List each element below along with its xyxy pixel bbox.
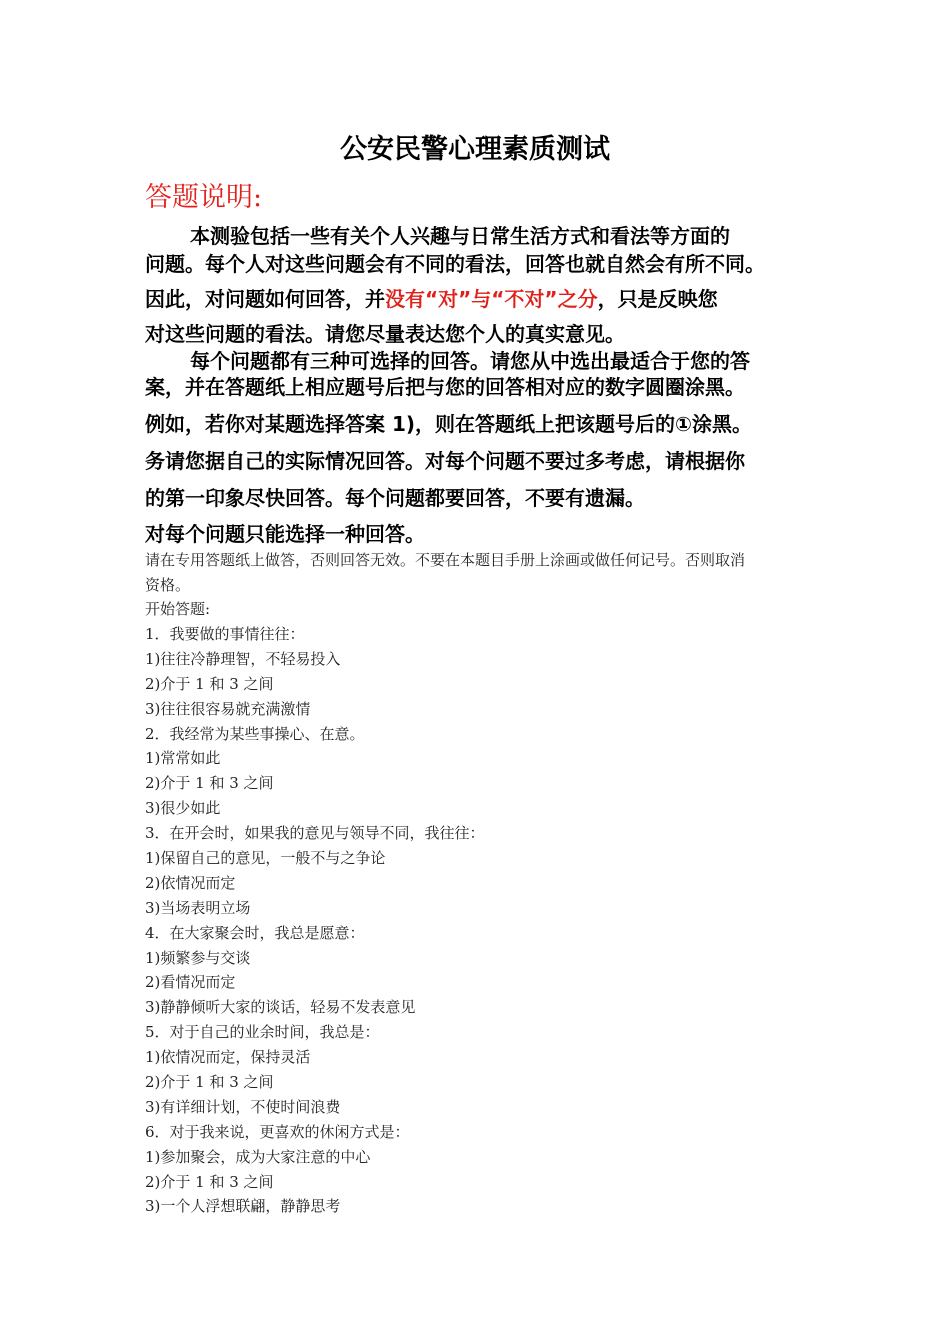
answer-option: 2)看情况而定 [145, 973, 236, 992]
answer-option: 3)当场表明立场 [145, 898, 251, 917]
question-text: 1．我要做的事情往往： [145, 625, 305, 643]
question-text: 6．对于我来说，更喜欢的休闲方式是： [145, 1122, 410, 1141]
answer-option: 2)依情况而定 [145, 873, 236, 892]
question-text: 5．对于自己的业余时间，我总是： [145, 1023, 380, 1042]
answer-option: 1)频繁参与交谈 [145, 948, 251, 967]
notice-line: 资格。 [145, 576, 191, 594]
answer-option: 3)往往很容易就充满激情 [145, 699, 311, 718]
answer-option: 2)介于 1 和 3 之间 [145, 774, 274, 793]
answer-option: 1)往往冷静理智，不轻易投入 [145, 649, 341, 668]
start-label: 开始答题: [145, 600, 211, 618]
answer-option: 1)参加聚会，成为大家注意的中心 [145, 1147, 371, 1166]
intro-text: 因此，对问题如何回答，并 [145, 287, 385, 311]
answer-option: 1)常常如此 [145, 749, 221, 768]
answer-option: 1)依情况而定，保持灵活 [145, 1048, 311, 1067]
answer-option: 3)静静倾听大家的谈话，轻易不发表意见 [145, 998, 416, 1017]
intro-line: 的第一印象尽快回答。每个问题都要回答，不要有遗漏。 [145, 486, 645, 510]
answer-option: 2)介于 1 和 3 之间 [145, 1073, 274, 1092]
question-text: 4．在大家聚会时，我总是愿意： [145, 923, 365, 942]
answer-option: 2)介于 1 和 3 之间 [145, 674, 274, 693]
intro-text: ，只是反映您 [597, 287, 718, 311]
question-text: 3．在开会时，如果我的意见与领导不同，我往往： [145, 824, 485, 843]
intro-line: 本测验包括一些有关个人兴趣与日常生活方式和看法等方面的 [190, 224, 730, 248]
intro-line: 案，并在答题纸上相应题号后把与您的回答相对应的数字圆圈涂黑。 [145, 375, 745, 399]
document-title: 公安民警心理素质测试 [340, 134, 610, 165]
intro-line: 务请您据自己的实际情况回答。对每个问题不要过多考虑，请根据你 [145, 449, 745, 473]
intro-line: 每个问题都有三种可选择的回答。请您从中选出最适合于您的答 [190, 349, 750, 373]
emphasis-text: 没有“对”与“不对”之分 [385, 287, 598, 311]
intro-line: 对每个问题只能选择一种回答。 [145, 522, 425, 546]
question-text: 2．我经常为某些事操心、在意。 [145, 724, 365, 743]
notice-line: 请在专用答题纸上做答，否则回答无效。不要在本题目手册上涂画或做任何记号。否则取消 [145, 551, 746, 569]
intro-line: 对这些问题的看法。请您尽量表达您个人的真实意见。 [145, 322, 625, 346]
answer-option: 3)很少如此 [145, 799, 221, 818]
instructions-heading: 答题说明: [145, 182, 263, 213]
answer-option: 3)一个人浮想联翩，静静思考 [145, 1197, 341, 1216]
answer-option: 3)有详细计划，不使时间浪费 [145, 1097, 341, 1116]
question-list [145, 622, 485, 1219]
intro-line: 问题。每个人对这些问题会有不同的看法，回答也就自然会有所不同。 [145, 252, 765, 276]
intro-line: 例如，若你对某题选择答案 1)，则在答题纸上把该题号后的①涂黑。 [145, 412, 752, 436]
intro-line [145, 285, 825, 313]
answer-option: 2)介于 1 和 3 之间 [145, 1172, 274, 1191]
answer-option: 1)保留自己的意见，一般不与之争论 [145, 849, 386, 868]
